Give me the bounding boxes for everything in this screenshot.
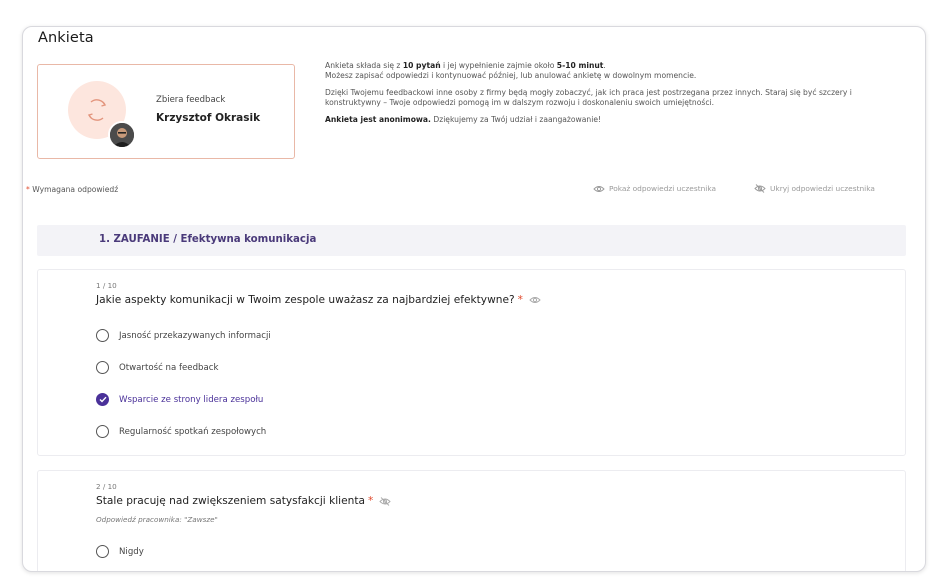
option-label: Jasność przekazywanych informacji — [119, 330, 271, 341]
answer-option[interactable] — [96, 425, 266, 438]
collector-label: Zbiera feedback — [156, 95, 226, 105]
intro-paragraph: Dzięki Twojemu feedbackowi inne osoby z firmy będą mogły zobaczyć, jak ich praca jest postrzegana przez innych. Staraj się być szczery i konstruktywny – Twoje odpowiedzi pomogą im w dalszym rozwoju i doskonaleniu swoich umiejętności. — [325, 87, 852, 108]
intro-thanks: Dziękujemy za Twój udział i zaangażowanie! — [430, 114, 602, 124]
question-label: Stale pracuję nad zwiększeniem satysfakcji klienta — [96, 495, 366, 507]
question-card — [37, 269, 906, 456]
question-text — [96, 294, 541, 306]
intro-anonymous: Ankieta jest anonimowa. — [325, 114, 431, 124]
participant-answer-hint: Odpowiedź pracownika: "Zawsze" — [96, 515, 218, 524]
intro-text: Możesz zapisać odpowiedzi i kontynuować później, lub anulować ankietę w dowolnym momencie. — [325, 71, 697, 81]
eye-icon — [593, 185, 605, 193]
eye-off-icon[interactable] — [379, 497, 391, 506]
intro-question-count: 10 pytań — [402, 61, 441, 70]
option-label: Nigdy — [119, 546, 144, 557]
answer-option[interactable] — [96, 361, 218, 374]
collector-card — [37, 64, 295, 159]
survey-window — [22, 26, 926, 572]
hide-answers-label: Ukryj odpowiedzi uczestnika — [770, 184, 875, 193]
question-number: 1 / 10 — [96, 281, 117, 290]
survey-intro — [325, 61, 905, 131]
required-star: * — [368, 495, 374, 507]
option-label: Regularność spotkań zespołowych — [119, 426, 267, 437]
radio-button[interactable] — [96, 361, 109, 374]
section-title: 1. ZAUFANIE / Efektywna komunikacja — [99, 234, 317, 245]
answer-option[interactable] — [96, 329, 271, 342]
answer-option[interactable] — [96, 545, 144, 558]
hide-answers-toggle[interactable] — [754, 184, 875, 193]
required-note — [26, 185, 118, 194]
question-label: Jakie aspekty komunikacji w Twoim zespole uważasz za najbardziej efektywne? — [96, 294, 515, 306]
intro-text: . — [603, 61, 606, 70]
collector-avatar-group — [68, 81, 134, 147]
option-label: Wsparcie ze strony lidera zespołu — [119, 394, 264, 405]
radio-button[interactable] — [96, 425, 109, 438]
collector-name: Krzysztof Okrasik — [156, 112, 261, 124]
intro-duration: 5-10 minut — [556, 61, 604, 70]
section-header — [37, 225, 906, 256]
question-text — [96, 495, 391, 507]
intro-text: Ankieta składa się z — [325, 61, 403, 70]
answer-option-selected[interactable] — [96, 393, 263, 406]
check-icon — [99, 396, 107, 403]
required-star: * — [517, 294, 523, 306]
show-answers-label: Pokaż odpowiedzi uczestnika — [609, 184, 717, 193]
radio-button[interactable] — [96, 545, 109, 558]
option-label: Otwartość na feedback — [119, 362, 219, 373]
avatar — [108, 121, 136, 149]
eye-off-icon — [754, 184, 766, 193]
show-answers-toggle[interactable] — [593, 184, 716, 193]
window-title: Ankieta — [38, 30, 94, 46]
required-star: * — [26, 185, 30, 194]
radio-button[interactable] — [96, 329, 109, 342]
required-label: Wymagana odpowiedź — [32, 185, 119, 194]
intro-text: i jej wypełnienie zajmie około — [440, 61, 557, 70]
eye-icon[interactable] — [529, 296, 541, 304]
question-number: 2 / 10 — [96, 482, 117, 491]
question-card — [37, 470, 906, 572]
radio-button-checked[interactable] — [96, 393, 109, 406]
